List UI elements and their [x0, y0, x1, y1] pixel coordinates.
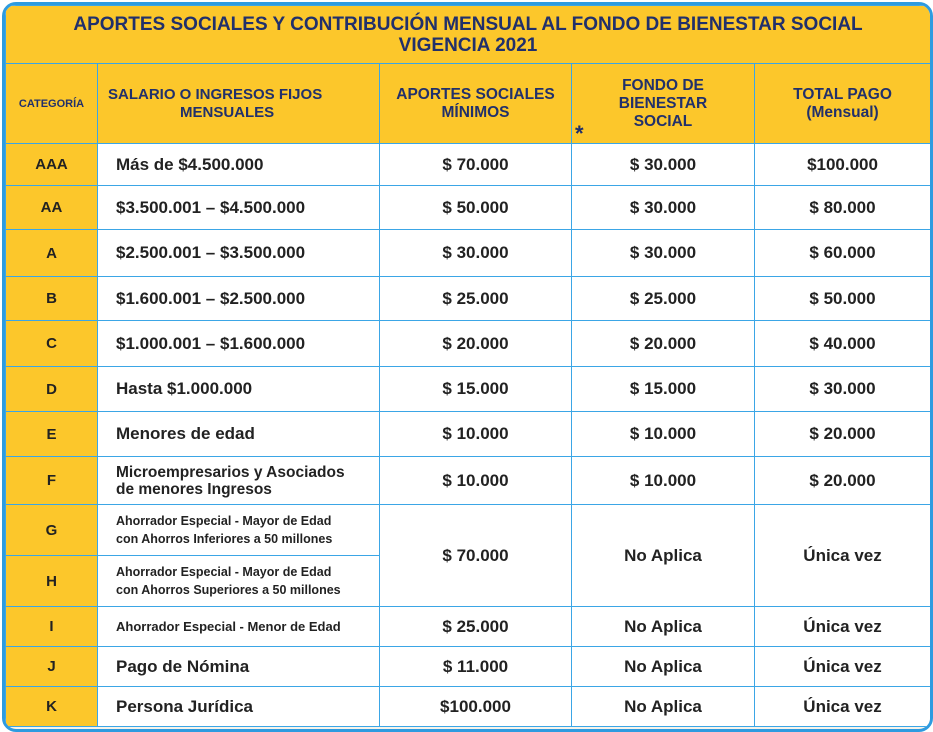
row-category: G	[6, 505, 98, 556]
row-aporte: $ 25.000	[380, 277, 572, 321]
row-total: $ 60.000	[755, 230, 931, 277]
header-aportes	[380, 64, 572, 144]
row-description-line-1: Ahorrador Especial - Mayor de Edad	[116, 565, 332, 579]
asterisk-mark: *	[575, 121, 584, 146]
header-salario-line-1: SALARIO O INGRESOS FIJOS	[108, 85, 323, 103]
row-description	[98, 505, 380, 556]
row-description	[98, 457, 380, 505]
table-row	[6, 367, 931, 412]
row-description: Persona Jurídica	[98, 687, 380, 727]
row-category: F	[6, 457, 98, 505]
row-category: K	[6, 687, 98, 727]
table-row	[6, 412, 931, 457]
row-aporte: $ 10.000	[380, 457, 572, 505]
row-fondo: $ 30.000	[572, 186, 755, 230]
row-category: J	[6, 647, 98, 687]
title-line-1: APORTES SOCIALES Y CONTRIBUCIÓN MENSUAL AL FONDO DE BIENESTAR SOCIAL	[73, 13, 863, 35]
row-category: D	[6, 367, 98, 412]
row-fondo: No Aplica	[572, 687, 755, 727]
row-description	[98, 556, 380, 607]
row-aporte: $ 20.000	[380, 321, 572, 367]
header-total-line-1: TOTAL PAGO	[793, 85, 892, 103]
contributions-table	[5, 5, 931, 727]
row-category: C	[6, 321, 98, 367]
row-total: $ 30.000	[755, 367, 931, 412]
row-category: AA	[6, 186, 98, 230]
table-row	[6, 321, 931, 367]
row-fondo: $ 15.000	[572, 367, 755, 412]
table-row	[6, 687, 931, 727]
row-category: A	[6, 230, 98, 277]
header-salario-line-2: MENSUALES	[180, 103, 275, 121]
row-fondo: No Aplica	[572, 647, 755, 687]
table-row	[6, 457, 931, 505]
row-total: Única vez	[755, 607, 931, 647]
table-row	[6, 647, 931, 687]
table-row	[6, 505, 931, 556]
row-total: $ 50.000	[755, 277, 931, 321]
table-row	[6, 144, 931, 186]
row-description: $1.000.001 – $1.600.000	[98, 321, 380, 367]
table-row	[6, 277, 931, 321]
row-category: AAA	[6, 144, 98, 186]
row-aporte: $ 25.000	[380, 607, 572, 647]
row-fondo: $ 20.000	[572, 321, 755, 367]
row-description: Más de $4.500.000	[98, 144, 380, 186]
header-fondo-line-2: BIENESTAR	[618, 94, 708, 112]
row-category: I	[6, 607, 98, 647]
row-aporte: $ 70.000	[380, 144, 572, 186]
table-title	[6, 6, 931, 64]
header-aportes-line-1: APORTES SOCIALES	[396, 85, 555, 103]
header-categoria: CATEGORÍA	[6, 64, 98, 144]
row-description: Ahorrador Especial - Menor de Edad	[98, 607, 380, 647]
row-aporte: $ 10.000	[380, 412, 572, 457]
row-fondo: No Aplica	[572, 505, 755, 607]
row-aporte: $ 11.000	[380, 647, 572, 687]
row-description: $3.500.001 – $4.500.000	[98, 186, 380, 230]
row-total: $ 40.000	[755, 321, 931, 367]
row-fondo: $ 10.000	[572, 457, 755, 505]
row-aporte: $ 50.000	[380, 186, 572, 230]
row-description-line-1: Ahorrador Especial - Mayor de Edad	[116, 514, 332, 528]
row-description-line-2: con Ahorros Superiores a 50 millones	[116, 583, 341, 597]
title-line-2: VIGENCIA 2021	[398, 34, 538, 56]
row-total: $ 20.000	[755, 412, 931, 457]
row-description: Menores de edad	[98, 412, 380, 457]
row-description-line-2: de menores Ingresos	[116, 480, 272, 498]
row-description: Hasta $1.000.000	[98, 367, 380, 412]
row-category: B	[6, 277, 98, 321]
header-total-line-2: (Mensual)	[806, 103, 879, 121]
row-aporte: $ 15.000	[380, 367, 572, 412]
row-total: Única vez	[755, 647, 931, 687]
row-total: Única vez	[755, 687, 931, 727]
header-fondo-line-3: SOCIAL	[633, 112, 693, 130]
table-row	[6, 230, 931, 277]
row-fondo: $ 10.000	[572, 412, 755, 457]
table-row	[6, 186, 931, 230]
row-fondo: $ 30.000	[572, 230, 755, 277]
header-aportes-line-2: MÍNIMOS	[441, 103, 510, 121]
table-row	[6, 607, 931, 647]
row-aporte: $100.000	[380, 687, 572, 727]
row-fondo: $ 30.000	[572, 144, 755, 186]
row-aporte: $ 30.000	[380, 230, 572, 277]
row-description-line-1: Microempresarios y Asociados	[116, 463, 345, 481]
row-total: Única vez	[755, 505, 931, 607]
row-total: $100.000	[755, 144, 931, 186]
header-row	[6, 64, 931, 144]
header-fondo	[572, 64, 755, 144]
row-description: $2.500.001 – $3.500.000	[98, 230, 380, 277]
row-description: $1.600.001 – $2.500.000	[98, 277, 380, 321]
row-fondo: No Aplica	[572, 607, 755, 647]
row-aporte: $ 70.000	[380, 505, 572, 607]
header-fondo-line-1: FONDO DE	[622, 76, 704, 94]
row-description-line-2: con Ahorros Inferiores a 50 millones	[116, 532, 333, 546]
row-total: $ 80.000	[755, 186, 931, 230]
row-category: H	[6, 556, 98, 607]
row-total: $ 20.000	[755, 457, 931, 505]
row-fondo: $ 25.000	[572, 277, 755, 321]
row-description: Pago de Nómina	[98, 647, 380, 687]
row-category: E	[6, 412, 98, 457]
header-total	[755, 64, 931, 144]
contributions-table-frame	[2, 2, 933, 732]
header-salario	[98, 64, 380, 144]
